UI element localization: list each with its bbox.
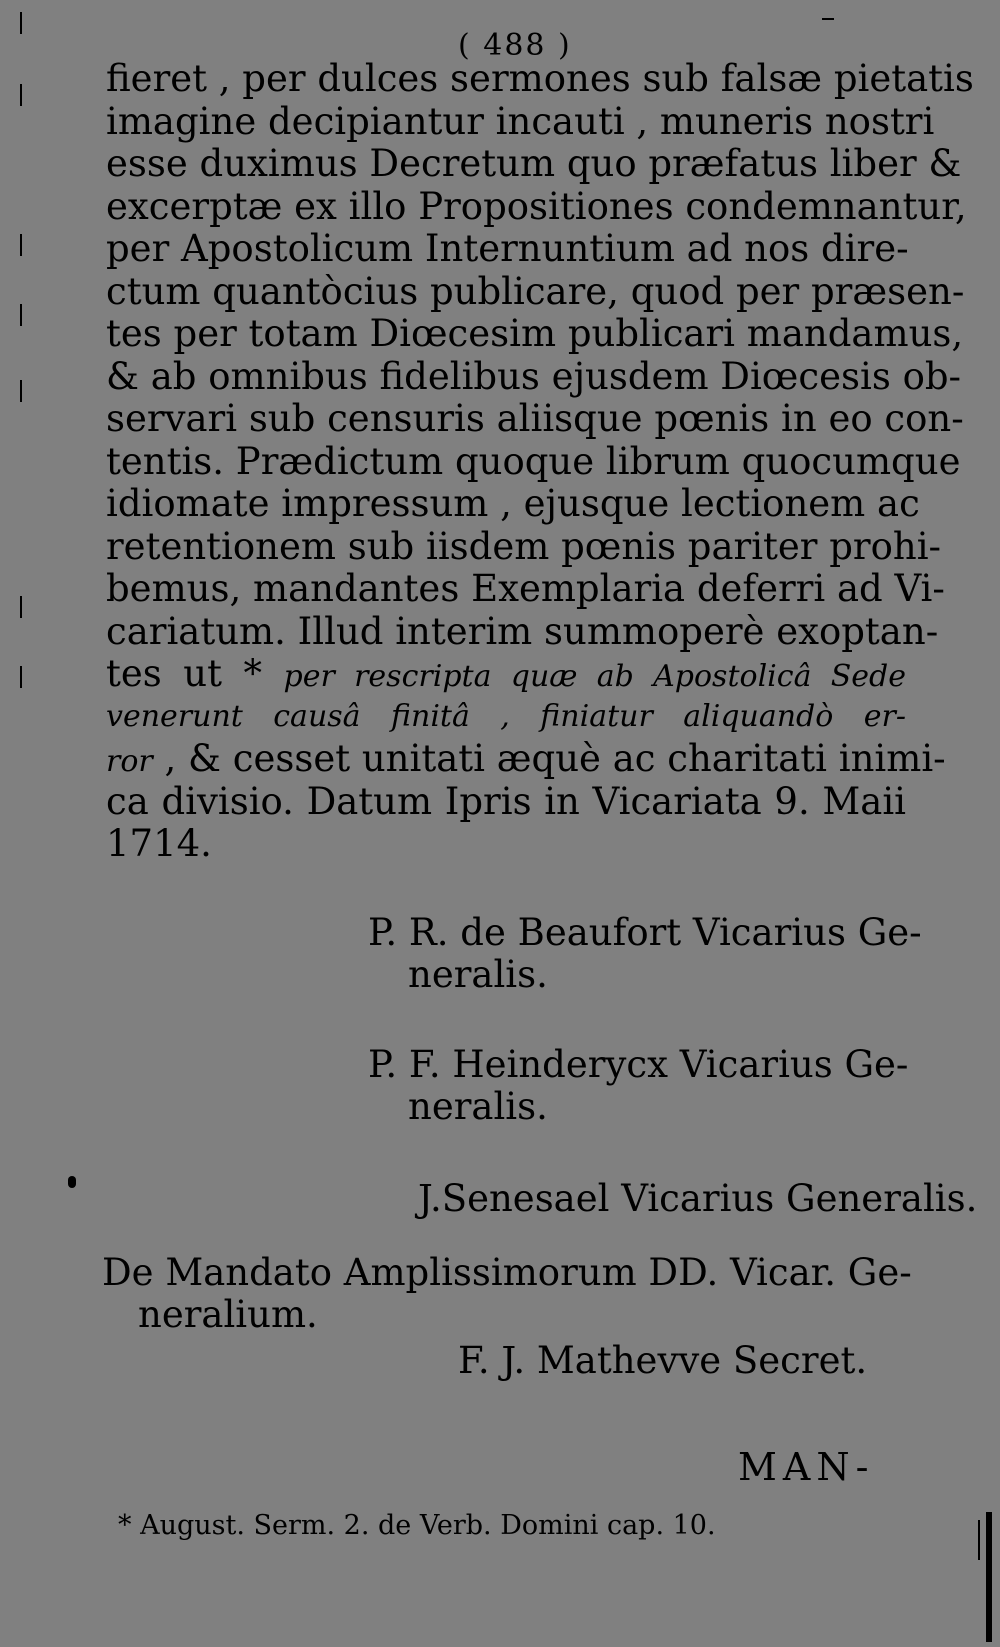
signature-line: P. F. Heinderycx Vicarius Ge- — [368, 1043, 909, 1086]
italic-quote: per rescripta quæ ab Apostolicâ Sede — [283, 659, 906, 694]
date-year: 1714. — [106, 822, 212, 865]
italic-quote-end: ror — [106, 744, 153, 779]
footnote: * August. Serm. 2. de Verb. Domini cap. 10. — [118, 1510, 716, 1541]
body-line: imagine decipiantur incauti , muneris nostri — [106, 99, 935, 143]
scan-artifact — [986, 1512, 992, 1642]
body-line: esse duximus Decretum quo præfatus liber & — [106, 142, 962, 185]
body-line-with-italic — [106, 737, 946, 781]
mandate-statement — [102, 1252, 912, 1336]
scan-artifact — [20, 666, 22, 688]
signature-heinderycx — [368, 1044, 908, 1128]
page-number: ( 488 ) — [458, 28, 572, 63]
signature-line: neralis. — [408, 953, 548, 996]
mandate-line: De Mandato Amplissimorum DD. Vicar. Ge- — [102, 1251, 912, 1294]
catchword: MAN- — [738, 1445, 875, 1489]
signature-senesael — [418, 1178, 977, 1220]
signature-beaufort — [368, 912, 922, 996]
signature-line: P. R. de Beaufort Vicarius Ge- — [368, 911, 922, 954]
body-line: excerptæ ex illo Propositiones condemnantur, — [106, 184, 967, 228]
scan-artifact — [20, 234, 22, 256]
body-line-with-italic — [106, 653, 906, 696]
body-line: & ab omnibus fidelibus ejusdem Diœcesis ob- — [106, 354, 962, 398]
italic-quote-line: venerunt causâ finitâ , finiatur aliquandò er- — [106, 698, 906, 734]
body-line-rest: , & cesset unitati æquè ac charitati inimi- — [164, 737, 946, 780]
body-line: per Apostolicum Internuntium ad nos dire- — [106, 227, 909, 270]
body-line: ca divisio. Datum Ipris in Vicariata 9. Maii — [106, 779, 906, 823]
mandate-line: neralium. — [138, 1293, 318, 1336]
body-line: fieret , per dulces sermones sub falsæ pietatis — [106, 57, 974, 100]
scan-artifact — [20, 12, 22, 34]
body-text — [106, 57, 974, 866]
scan-artifact — [822, 18, 834, 20]
body-line: cariatum. Illud interim summoperè exoptan- — [106, 609, 939, 653]
signature-line: J.Senesael Vicarius Generalis. — [418, 1177, 978, 1220]
body-line: tentis. Prædictum quoque librum quocumque — [106, 439, 961, 483]
body-line: retentionem sub iisdem pœnis pariter prohi- — [106, 524, 942, 568]
body-line: tes per totam Diœcesim publicari mandamus, — [106, 312, 964, 355]
body-line: ctum quantòcius publicare, quod per præsen- — [106, 269, 965, 313]
scan-artifact — [20, 596, 22, 618]
scan-artifact — [20, 84, 22, 106]
body-line-prefix: tes ut * — [106, 652, 284, 695]
scan-artifact — [68, 1176, 76, 1188]
body-line: servari sub censuris aliisque pœnis in eo con- — [106, 397, 964, 440]
scan-artifact — [20, 304, 22, 326]
scan-artifact — [20, 380, 22, 402]
body-line: idiomate impressum , ejusque lectionem ac — [106, 482, 920, 525]
scan-artifact — [978, 1520, 980, 1560]
signature-line: neralis. — [408, 1085, 548, 1128]
secretary-signature: F. J. Mathevve Secret. — [458, 1339, 868, 1382]
body-line: bemus, mandantes Exemplaria deferri ad Vi- — [106, 567, 945, 610]
